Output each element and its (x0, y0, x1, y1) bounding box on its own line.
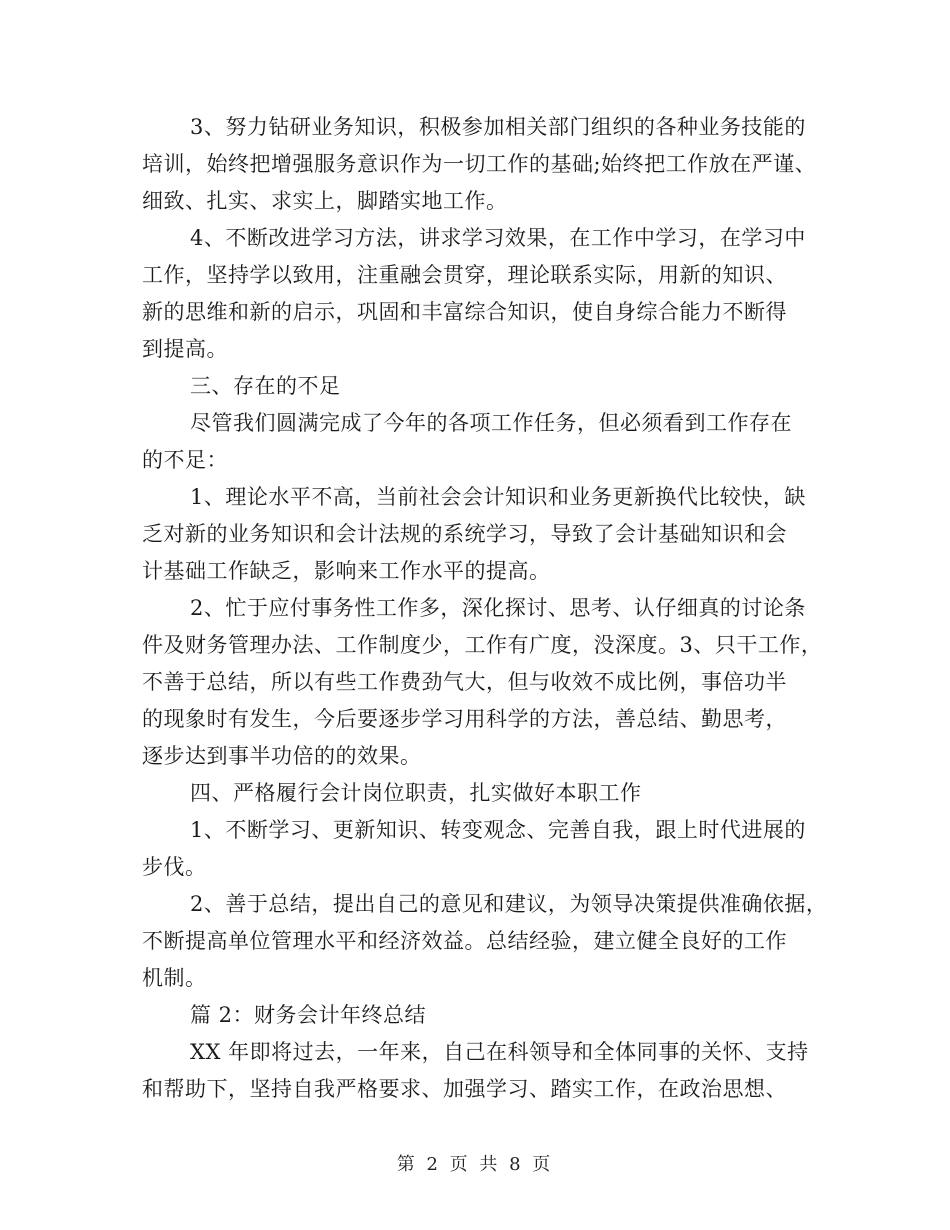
text-line: 细致、扎实、求实上，脚踏实地工作。 (142, 189, 508, 213)
text-line: 培训，始终把增强服务意识作为一切工作的基础;始终把工作放在严谨、 (142, 152, 817, 176)
page-number-footer: 第 2 页 共 8 页 (396, 1154, 554, 1175)
text-line: 的现象时有发生，今后要逐步学习用科学的方法，善总结、勤思考， (142, 707, 787, 731)
section-heading: 四、严格履行会计岗位职责，扎实做好本职工作 (190, 781, 642, 805)
article-heading: 篇 2：财务会计年终总结 (190, 1003, 427, 1027)
text-line: 不善于总结，所以有些工作费劲气大，但与收效不成比例，事倍功半 (142, 670, 787, 694)
text-line: 2、忙于应付事务性工作多，深化探讨、思考、认仔细真的讨论条 (190, 596, 806, 620)
text-line: 新的思维和新的启示，巩固和丰富综合知识，使自身综合能力不断得 (142, 300, 787, 324)
text-line: 1、理论水平不高，当前社会会计知识和业务更新换代比较快，缺 (190, 485, 806, 509)
text-line: 2、善于总结，提出自己的意见和建议，为领导决策提供准确依据， (190, 892, 828, 916)
text-line: 机制。 (142, 966, 207, 990)
text-line: 步伐。 (142, 855, 207, 879)
text-line: 和帮助下，坚持自我严格要求、加强学习、踏实工作，在政治思想、 (142, 1077, 787, 1101)
text-line: 不断提高单位管理水平和经济效益。总结经验，建立健全良好的工作 (142, 929, 787, 953)
text-line: 计基础工作缺乏，影响来工作水平的提高。 (142, 559, 551, 583)
text-line: 到提高。 (142, 337, 228, 361)
text-line: 件及财务管理办法、工作制度少，工作有广度，没深度。3、只干工作， (142, 633, 823, 657)
text-line: 尽管我们圆满完成了今年的各项工作任务，但必须看到工作存在 (190, 411, 792, 435)
text-line: 乏对新的业务知识和会计法规的系统学习，导致了会计基础知识和会 (142, 522, 787, 546)
text-line: 逐步达到事半功倍的的效果。 (142, 744, 422, 768)
text-line: XX 年即将过去，一年来，自己在科领导和全体同事的关怀、支持 (190, 1040, 809, 1064)
text-line: 工作，坚持学以致用，注重融会贯穿，理论联系实际，用新的知识、 (142, 263, 787, 287)
text-line: 1、不断学习、更新知识、转变观念、完善自我，跟上时代进展的 (190, 818, 806, 842)
text-line: 3、努力钻研业务知识，积极参加相关部门组织的各种业务技能的 (190, 115, 806, 139)
section-heading: 三、存在的不足 (190, 374, 341, 398)
text-line: 4、不断改进学习方法，讲求学习效果，在工作中学习，在学习中 (190, 226, 806, 250)
text-line: 的不足： (142, 448, 228, 472)
